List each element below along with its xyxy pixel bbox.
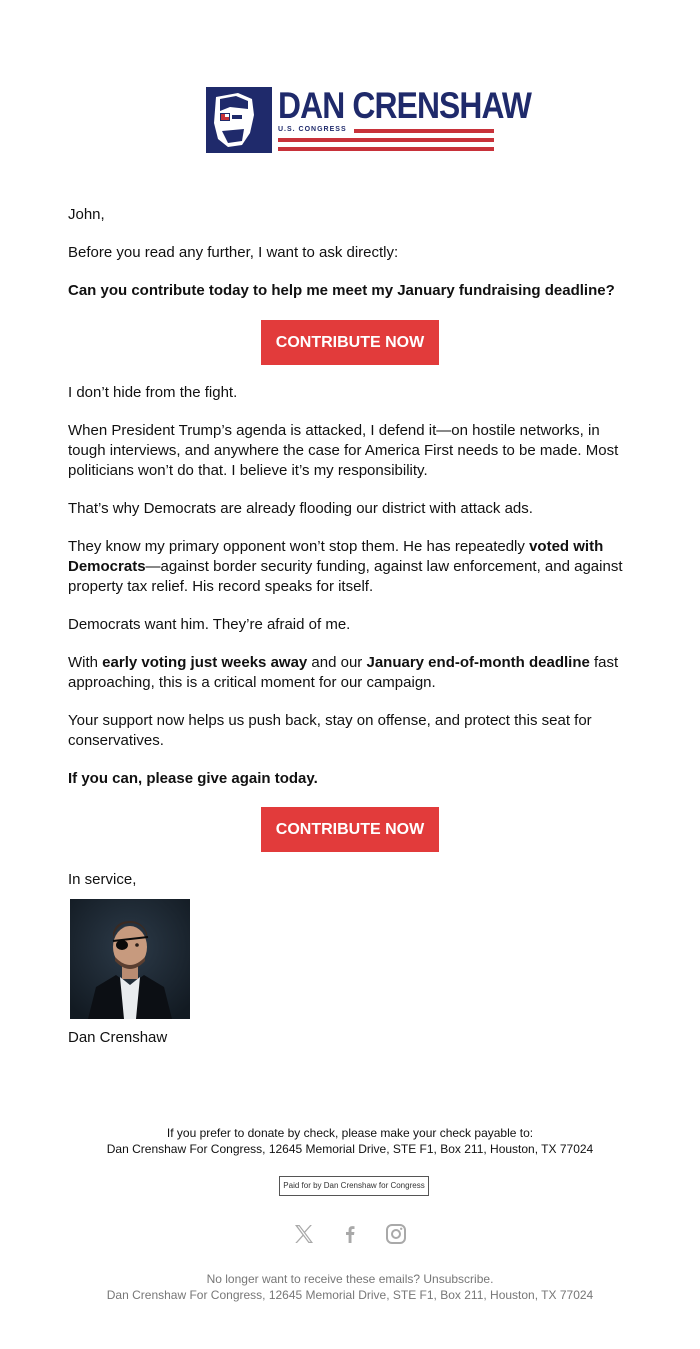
contribute-button-top[interactable]: CONTRIBUTE NOW — [261, 320, 439, 365]
portrait-photo — [70, 899, 190, 1019]
check-address: Dan Crenshaw For Congress, 12645 Memorial Drive, STE F1, Box 211, Houston, TX 77024 — [106, 1142, 594, 1156]
logo-portrait-icon — [206, 87, 272, 153]
paid-for-disclaimer: Paid for by Dan Crenshaw for Congress — [279, 1176, 429, 1196]
paragraph-6-text: With — [68, 654, 103, 671]
paragraph-2: When President Trump’s agenda is attacked, I defend it—on hostile networks, in tough interviews, and anywhere the case for America First needs to be made. Most politicians won’t do that. I believe it’s my responsibility. — [68, 422, 619, 479]
logo-stripe — [278, 138, 494, 142]
unsubscribe-link[interactable]: No longer want to receive these emails? Unsubscribe. — [206, 1272, 494, 1286]
signature: Dan Crenshaw — [68, 1029, 168, 1046]
campaign-logo[interactable] — [206, 85, 532, 155]
facebook-icon[interactable] — [338, 1222, 362, 1246]
paragraph-4-bold: voted with Democrats — [68, 538, 604, 575]
instagram-icon[interactable] — [384, 1222, 408, 1246]
paragraph-4-text: —against border security funding, against law enforcement, and against property tax relief. His record speaks for itself. — [68, 558, 623, 595]
paragraph-5: Democrats want him. They’re afraid of me. — [68, 616, 351, 633]
paragraph-6-bold: January end-of-month deadline — [366, 654, 590, 671]
ask-text: Can you contribute today to help me meet my January fundraising deadline? — [68, 282, 615, 299]
paragraph-4 — [68, 537, 636, 597]
unsubscribe-line — [0, 1271, 700, 1287]
signoff: In service, — [68, 871, 137, 888]
logo-stripe — [354, 129, 494, 133]
intro-text: Before you read any further, I want to ask directly: — [68, 244, 399, 261]
paragraph-7: Your support now helps us push back, stay on offense, and protect this seat for conservatives. — [68, 712, 592, 749]
paragraph-4-text: They know my primary opponent won’t stop them. He has repeatedly — [68, 538, 530, 555]
paragraph-6 — [68, 653, 636, 693]
footer-address: Dan Crenshaw For Congress, 12645 Memorial Drive, STE F1, Box 211, Houston, TX 77024 — [106, 1288, 594, 1302]
paragraph-1: I don’t hide from the fight. — [68, 384, 238, 401]
logo-stripe — [278, 147, 494, 151]
paragraph-3: That’s why Democrats are already flooding our district with attack ads. — [68, 500, 533, 517]
paragraph-6-bold: early voting just weeks away — [102, 654, 308, 671]
logo-name: DAN CRENSHAW — [278, 85, 532, 126]
contribute-button-bottom[interactable]: CONTRIBUTE NOW — [261, 807, 439, 852]
logo-subtitle: U.S. CONGRESS — [278, 126, 347, 133]
paragraph-8: If you can, please give again today. — [68, 770, 318, 787]
paragraph-6-text: fast approaching, this is a critical moment for our campaign. — [68, 654, 619, 691]
paragraph-6-text: and our — [307, 654, 367, 671]
check-instructions: If you prefer to donate by check, please make your check payable to: — [166, 1126, 534, 1140]
x-icon[interactable] — [292, 1222, 316, 1246]
greeting: John, — [68, 206, 105, 223]
